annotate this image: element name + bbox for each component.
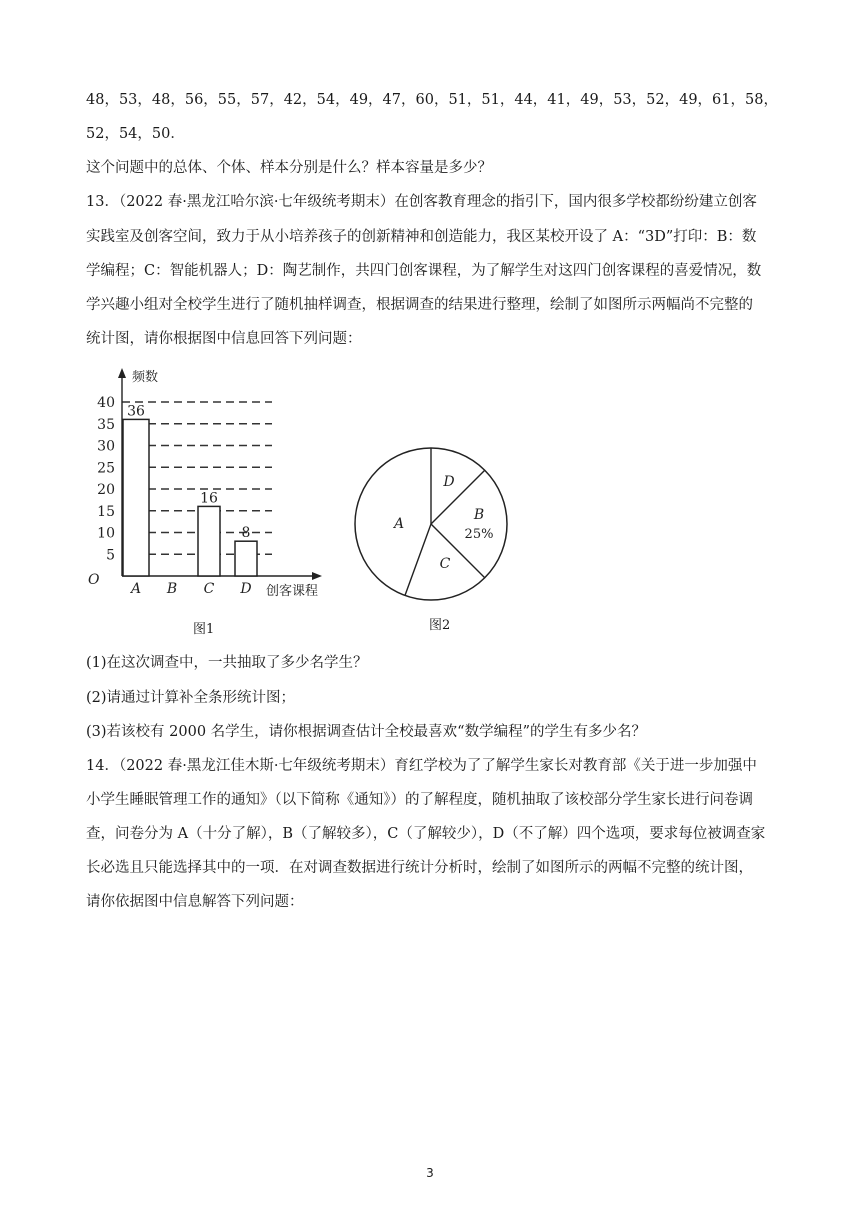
q13-line-5: 统计图，请你根据图中信息回答下列问题：: [86, 331, 362, 347]
y-tick-5: 5: [106, 547, 115, 564]
pie-label-A: A: [393, 516, 405, 532]
bar-value-label-C: 16: [200, 490, 218, 507]
y-axis-arrow: [118, 368, 126, 378]
bar-D: [235, 541, 257, 576]
y-tick-15: 15: [97, 503, 115, 520]
pie-label-C: C: [439, 556, 451, 572]
origin-label: O: [88, 572, 100, 588]
bar-value-label-D: 8: [241, 525, 251, 542]
y-tick-30: 30: [97, 438, 115, 455]
y-tick-35: 35: [97, 416, 115, 433]
q13-sub-3: (3)若该校有 2000 名学生，请你根据调查估计全校最喜欢“数学编程”的学生有多少名？: [86, 724, 646, 740]
q13-line-3: 学编程；C：智能机器人；D：陶艺制作，共四门创客课程，为了解学生对这四门创客课程的喜爱情况，数: [86, 263, 762, 279]
bar-chart: [80, 362, 340, 610]
page-number: 3: [426, 1166, 434, 1180]
q13-line-2: 实践室及创客空间，致力于从小培养孩子的创新精神和创造能力，我区某校开设了 A：“3D”打印：B：数: [86, 229, 757, 245]
q14-line-3: 查，问卷分为 A（十分了解），B（了解较多），C（了解较少），D（不了解）四个选项，要求每位被调查家: [86, 826, 766, 842]
data-row-1: 48，53，48，56，55，57，42，54，49，47，60，51，51，44，41，49，53，52，49，61，58，: [86, 92, 778, 108]
x-tick-A: A: [130, 581, 142, 597]
y-tick-20: 20: [97, 482, 115, 498]
q13-line-4: 学兴趣小组对全校学生进行了随机抽样调查，根据调查的结果进行整理，绘制了如图所示两幅尚不完整的: [86, 297, 753, 313]
bar-C: [198, 506, 220, 576]
q13-line-1: 13．（2022 春·黑龙江哈尔滨·七年级统考期末）在创客教育理念的指引下，国内很多学校都纷纷建立创客: [86, 194, 757, 210]
q12-question: 这个问题中的总体、个体、样本分别是什么？样本容量是多少？: [86, 160, 492, 176]
x-tick-D: D: [240, 581, 252, 597]
q14-line-2: 小学生睡眠管理工作的通知》（以下简称《通知》）的了解程度，随机抽取了该校部分学生家长进行问卷调: [86, 792, 753, 808]
bar-value-label-A: 36: [127, 403, 145, 420]
pie-chart: [350, 410, 520, 610]
y-axis-label: 频数: [132, 370, 159, 385]
q14-line-1: 14．（2022 春·黑龙江佳木斯·七年级统考期末）育红学校为了了解学生家长对教育部《关于进一步加强中: [86, 758, 757, 774]
y-tick-25: 25: [97, 460, 115, 477]
pie-percent-B: 25%: [464, 527, 494, 542]
bar-chart-caption: 图1: [193, 622, 215, 637]
x-axis-arrow: [312, 572, 322, 580]
x-axis-label: 创客课程: [266, 584, 319, 599]
pie-label-D: D: [443, 474, 455, 490]
data-row-2: 52，54，50．: [86, 126, 185, 142]
q14-line-4: 长必选且只能选择其中的一项．在对调查数据进行统计分析时，绘制了如图所示的两幅不完整的统计图，: [86, 860, 753, 876]
pie-label-B: B: [473, 507, 485, 523]
q14-line-5: 请你依据图中信息解答下列问题：: [86, 894, 304, 910]
y-tick-40: 40: [97, 395, 115, 411]
bar-A: [123, 419, 149, 576]
x-tick-B: B: [166, 581, 178, 597]
x-tick-C: C: [203, 581, 215, 597]
pie-chart-caption: 图2: [429, 618, 451, 633]
q13-sub-1: (1)在这次调查中，一共抽取了多少名学生？: [86, 655, 368, 671]
q13-sub-2: (2)请通过计算补全条形统计图；: [86, 690, 296, 706]
y-tick-10: 10: [97, 525, 115, 542]
